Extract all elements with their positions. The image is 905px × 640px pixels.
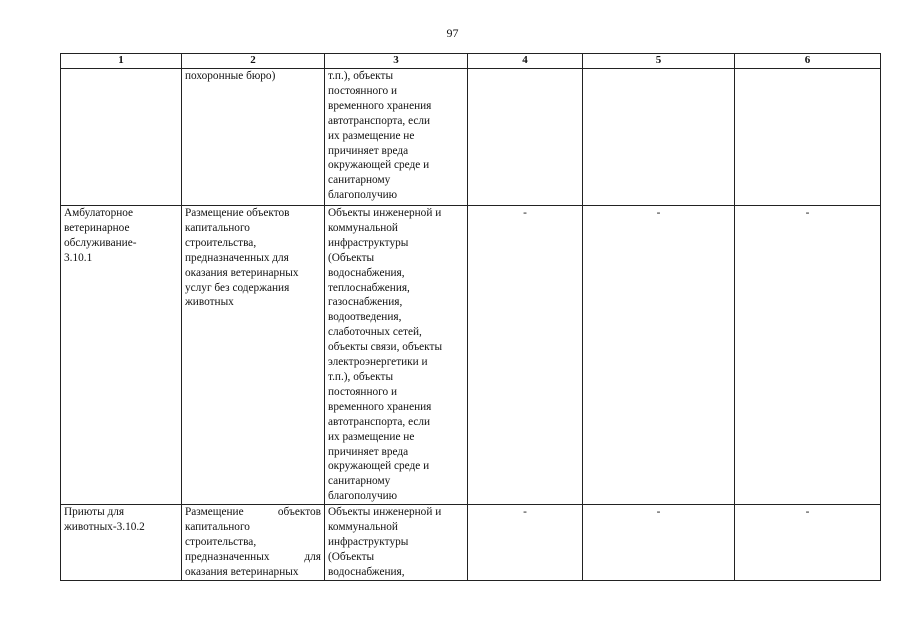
column-header: 5 <box>583 54 735 69</box>
auxiliary-objects-cell: Объекты инженерной и коммунальной инфраструктуры (Объекты водоснабжения, <box>325 505 468 581</box>
permitted-use-cell <box>61 69 182 206</box>
table-cell: - <box>583 206 735 505</box>
table-row <box>61 206 881 505</box>
auxiliary-objects-cell: т.п.), объекты постоянного и временного хранения автотранспорта, если их размещение не причиняет вреда окружающей среде и санитарному благополучию <box>325 69 468 206</box>
use-description-cell: похоронные бюро) <box>182 69 325 206</box>
table-cell: - <box>583 505 735 581</box>
use-description-cell: Размещение объектов капитального строительства, предназначенных для оказания ветеринарных <box>182 505 325 581</box>
table-cell: - <box>468 505 583 581</box>
use-description-cell: Размещение объектов капитального строительства, предназначенных для оказания ветеринарных услуг без содержания животных <box>182 206 325 505</box>
table-cell <box>583 69 735 206</box>
column-header: 1 <box>61 54 182 69</box>
column-header: 6 <box>735 54 881 69</box>
land-use-table <box>60 53 881 581</box>
permitted-use-cell: Приюты для животных-3.10.2 <box>61 505 182 581</box>
page-number: 97 <box>446 26 459 40</box>
table-cell <box>735 69 881 206</box>
column-header: 2 <box>182 54 325 69</box>
table-cell: - <box>735 505 881 581</box>
column-header: 4 <box>468 54 583 69</box>
header-row <box>61 54 881 69</box>
permitted-use-cell: Амбулаторное ветеринарное обслуживание- 3.10.1 <box>61 206 182 505</box>
auxiliary-objects-cell: Объекты инженерной и коммунальной инфраструктуры (Объекты водоснабжения, теплоснабжения, газоснабжения, водоотведения, слаботочных сетей, объекты связи, объекты электроэнергетики и т.п.), объекты постоянного и временного хранения автотранспорта, если их размещение не причиняет вреда окружающей среде и санитарному благополучию <box>325 206 468 505</box>
column-header: 3 <box>325 54 468 69</box>
table-cell: - <box>735 206 881 505</box>
table-cell: - <box>468 206 583 505</box>
table-row <box>61 69 881 206</box>
table-row <box>61 505 881 581</box>
table-cell <box>468 69 583 206</box>
